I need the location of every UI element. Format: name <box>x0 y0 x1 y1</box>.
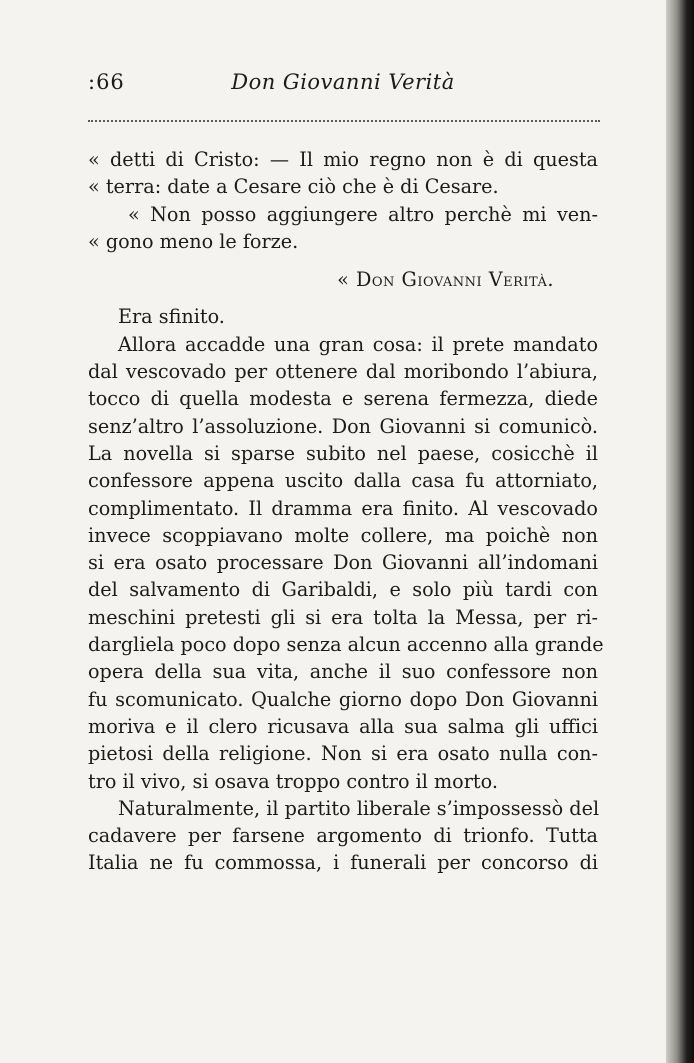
text-line: Allora accadde una gran cosa: il prete mandato <box>118 332 598 356</box>
body-text <box>88 146 604 877</box>
text-line: Naturalmente, il partito liberale s’impossessò del <box>118 796 600 820</box>
text-line: « terra: date a Cesare ciò che è di Cesare. <box>88 175 499 199</box>
text-line: dal vescovado per ottenere dal moribondo l’abiura, <box>88 360 598 384</box>
text-line: fu scomunicato. Qualche giorno dopo Don Giovanni <box>88 687 598 711</box>
text-line: si era osato processare Don Giovanni all’indomani <box>88 551 598 575</box>
page-number: :66 <box>88 70 125 94</box>
text-line: moriva e il clero ricusava alla sua salma gli uffici <box>88 714 598 738</box>
text-line: del salvamento di Garibaldi, e solo più tardi con <box>88 578 598 602</box>
page-edge-shadow <box>666 0 694 1063</box>
text-line: tocco di quella modesta e serena fermezza, diede <box>88 387 598 411</box>
text-line: senz’altro l’assoluzione. Don Giovanni si comunicò. <box>88 414 598 438</box>
text-line: tro il vivo, si osava troppo contro il morto. <box>88 769 498 793</box>
text-line: complimentato. Il dramma era finito. Al vescovado <box>88 496 598 520</box>
letter-signature: « Don Giovanni Verità. <box>337 268 554 292</box>
text-line: confessore appena uscito dalla casa fu attorniato, <box>88 469 598 493</box>
page-header <box>88 70 598 104</box>
text-line: pietosi della religione. Non si era osato nulla con- <box>88 742 598 766</box>
text-line: « Non posso aggiungere altro perchè mi ven- <box>128 202 598 226</box>
text-line: opera della sua vita, anche il suo confessore non <box>88 660 598 684</box>
text-line: La novella si sparse subito nel paese, cosicchè il <box>88 441 598 465</box>
text-line: invece scoppiavano molte collere, ma poichè non <box>88 523 598 547</box>
text-line: Italia ne fu commossa, i funerali per concorso di <box>88 851 598 875</box>
text-line: Era sfinito. <box>118 305 225 329</box>
text-line: « detti di Cristo: — Il mio regno non è di questa <box>88 148 598 171</box>
header-dotted-rule <box>88 120 600 122</box>
text-line: dargliela poco dopo senza alcun accenno alla grande <box>88 633 604 657</box>
text-line: cadavere per farsene argomento di trionfo. Tutta <box>88 824 598 848</box>
running-title: Don Giovanni Verità <box>231 70 455 94</box>
text-line: meschini pretesti gli si era tolta la Messa, per ri- <box>88 605 598 629</box>
text-line: « gono meno le forze. <box>88 229 299 253</box>
